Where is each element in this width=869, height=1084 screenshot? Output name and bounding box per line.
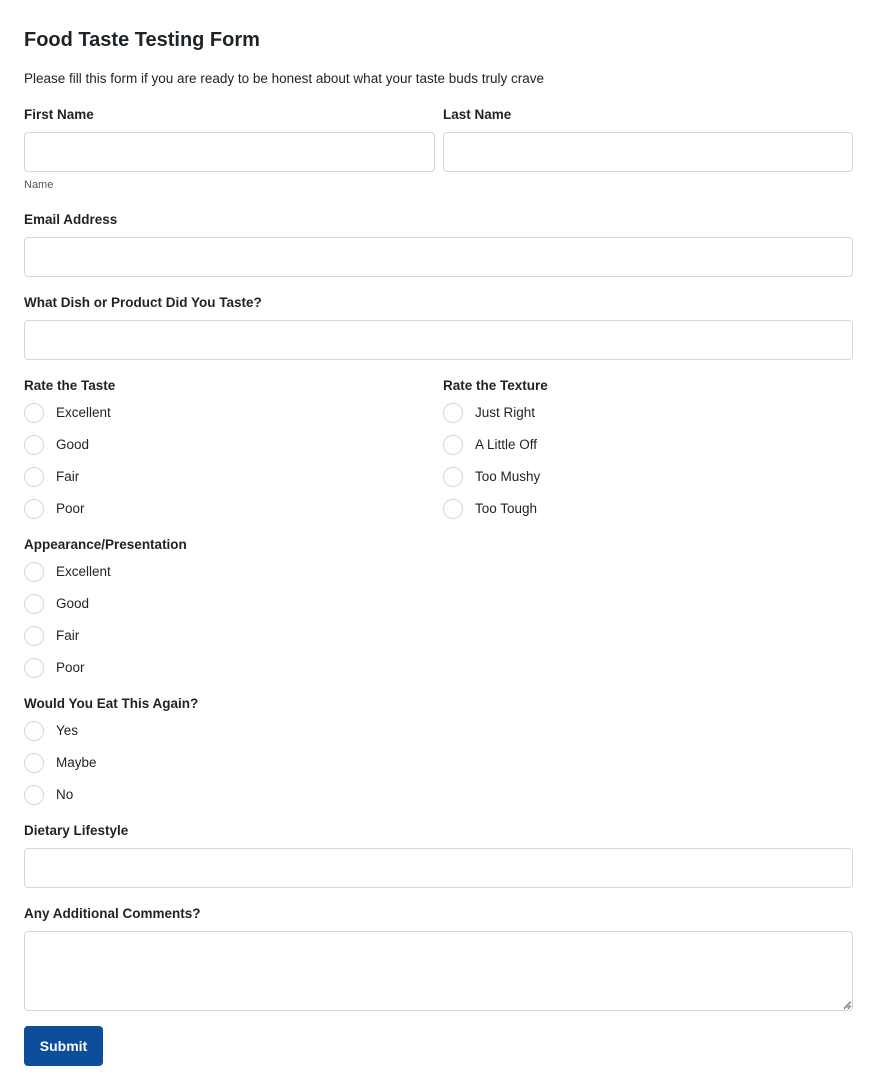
radio-button[interactable]	[24, 753, 44, 773]
name-sublabel: Name	[24, 179, 54, 191]
texture-radio-group	[443, 402, 540, 520]
radio-button[interactable]	[443, 435, 463, 455]
radio-button[interactable]	[24, 403, 44, 423]
radio-option[interactable]	[24, 402, 111, 424]
radio-option[interactable]	[443, 466, 540, 488]
dietary-input[interactable]	[24, 848, 853, 888]
last-name-label: Last Name	[443, 107, 512, 122]
comments-wrapper	[24, 931, 853, 1011]
taste-radio-group	[24, 402, 111, 520]
taste-label: Rate the Taste	[24, 378, 116, 393]
appearance-label: Appearance/Presentation	[24, 537, 187, 552]
email-label: Email Address	[24, 212, 118, 227]
radio-button[interactable]	[24, 785, 44, 805]
comments-label: Any Additional Comments?	[24, 906, 201, 921]
radio-option[interactable]	[24, 625, 111, 647]
email-input[interactable]	[24, 237, 853, 277]
radio-button[interactable]	[443, 467, 463, 487]
radio-option[interactable]	[24, 657, 111, 679]
radio-button[interactable]	[24, 721, 44, 741]
radio-option[interactable]	[24, 593, 111, 615]
radio-label: Poor	[56, 501, 85, 516]
texture-label: Rate the Texture	[443, 378, 548, 393]
radio-option[interactable]	[443, 402, 540, 424]
radio-label: No	[56, 787, 74, 802]
eat-again-label: Would You Eat This Again?	[24, 696, 199, 711]
form-title: Food Taste Testing Form	[24, 29, 260, 51]
radio-button[interactable]	[24, 435, 44, 455]
radio-label: Just Right	[475, 405, 536, 420]
dish-input[interactable]	[24, 320, 853, 360]
radio-label: Poor	[56, 660, 85, 675]
radio-label: Too Mushy	[475, 469, 541, 484]
eat-again-radio-group	[24, 720, 97, 806]
radio-button[interactable]	[443, 403, 463, 423]
radio-option[interactable]	[24, 434, 111, 456]
radio-option[interactable]	[24, 752, 97, 774]
radio-label: Too Tough	[475, 501, 538, 516]
resize-grip-icon[interactable]	[843, 1001, 851, 1009]
first-name-label: First Name	[24, 107, 94, 122]
radio-option[interactable]	[24, 498, 111, 520]
radio-label: A Little Off	[475, 437, 538, 452]
radio-button[interactable]	[24, 594, 44, 614]
radio-option[interactable]	[24, 466, 111, 488]
radio-option[interactable]	[24, 720, 97, 742]
radio-label: Yes	[56, 723, 79, 738]
submit-button[interactable]: Submit	[24, 1026, 103, 1066]
radio-button[interactable]	[24, 626, 44, 646]
comments-textarea[interactable]	[24, 931, 853, 1011]
radio-label: Fair	[56, 628, 80, 643]
radio-button[interactable]	[443, 499, 463, 519]
radio-label: Fair	[56, 469, 80, 484]
radio-option[interactable]	[443, 434, 540, 456]
radio-label: Maybe	[56, 755, 97, 770]
radio-label: Good	[56, 437, 90, 452]
form-description: Please fill this form if you are ready to be honest about what your taste buds truly crave	[24, 71, 545, 86]
radio-label: Excellent	[56, 564, 111, 579]
radio-option[interactable]	[443, 498, 540, 520]
radio-button[interactable]	[24, 467, 44, 487]
radio-button[interactable]	[24, 499, 44, 519]
radio-button[interactable]	[24, 658, 44, 678]
radio-option[interactable]	[24, 561, 111, 583]
dietary-label: Dietary Lifestyle	[24, 823, 129, 838]
radio-button[interactable]	[24, 562, 44, 582]
last-name-input[interactable]	[443, 132, 853, 172]
radio-label: Excellent	[56, 405, 111, 420]
radio-label: Good	[56, 596, 90, 611]
first-name-input[interactable]	[24, 132, 435, 172]
radio-option[interactable]	[24, 784, 97, 806]
appearance-radio-group	[24, 561, 111, 679]
dish-label: What Dish or Product Did You Taste?	[24, 295, 262, 310]
